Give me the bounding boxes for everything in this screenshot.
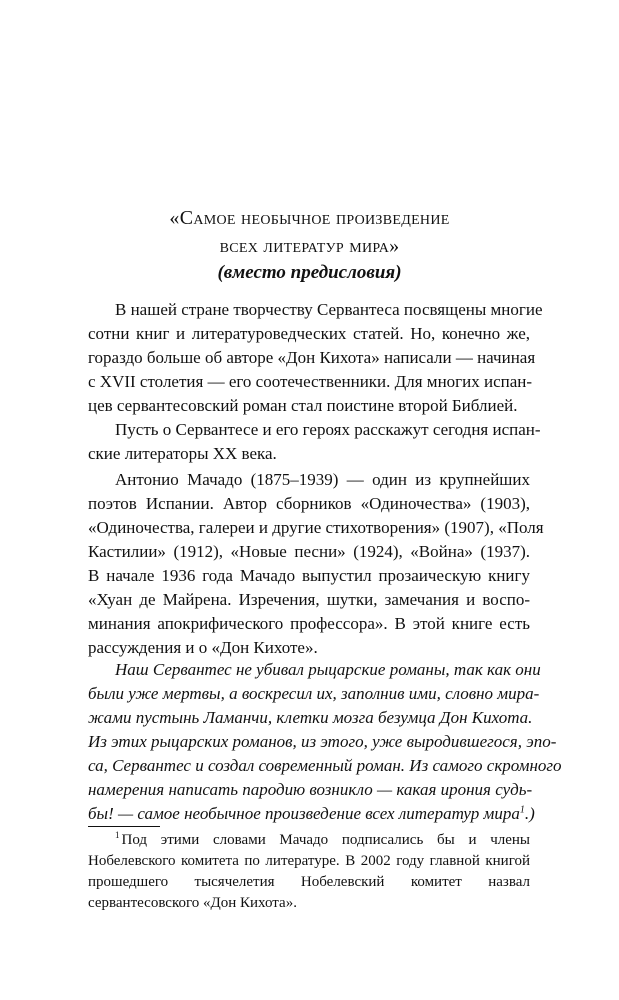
quote-paragraph [88, 658, 562, 826]
footnote-paragraph [88, 830, 530, 914]
quote-closing: .) [524, 804, 535, 823]
text-line: гораздо больше об авторе «Дон Кихота» написали — начиная [88, 348, 536, 367]
chapter-subtitle: (вместо предисловия) [217, 262, 402, 283]
quote-last-line-text: бы! — самое необычное произведение всех литератур мира [88, 804, 520, 823]
text-line: поэтов Испании. Автор сборников «Одиночества» (1903), [88, 494, 530, 513]
intro-paragraph-2 [88, 418, 541, 466]
footnote-reference[interactable]: 1 [519, 804, 525, 816]
text-line: са, Сервантес и создал современный роман. Из самого скромного [88, 756, 562, 775]
text-line: Кастилии» (1912), «Новые песни» (1924), «Война» (1937). [88, 542, 530, 561]
text-line: цев сервантесовский роман стал поистине второй Библией. [88, 396, 518, 415]
footnote [88, 830, 530, 914]
text-line: намерения написать пародию возникло — какая ирония судь- [88, 780, 533, 799]
footnote-text: Под этими словами Мачадо подписались бы и члены Нобелевского комитета по литературе. В 2002 году главной книгой прошедшего тысячелетия Нобелевский комитет назвал сервантесовского «Дон Кихота». [88, 832, 530, 911]
text-line: минания апокрифического профессора». В этой книге есть [88, 614, 530, 633]
text-line: рассуждения и о «Дон Кихоте». [88, 638, 318, 657]
machado-quote [88, 658, 562, 826]
text-line: Из этих рыцарских романов, из этого, уже выродившегося, эпо- [88, 732, 557, 751]
machado-section [88, 468, 544, 660]
text-line: с XVII столетия — его соотечественники. Для многих испан- [88, 372, 533, 391]
intro-section [88, 298, 543, 466]
text-line: Антонио Мачадо (1875–1939) — один из крупнейших [115, 470, 530, 489]
text-line [88, 802, 535, 826]
text-line: ские литераторы XX века. [88, 444, 277, 463]
chapter-title-line-1: «Самое необычное произведение [169, 207, 450, 229]
footnote-number: 1 [115, 830, 120, 840]
intro-paragraph-1 [88, 298, 543, 418]
text-line: жами пустынь Ламанчи, клетки мозга безумца Дон Кихота. [88, 708, 533, 727]
text-line: сотни книг и литературоведческих статей. Но, конечно же, [88, 324, 530, 343]
text-line: В начале 1936 года Мачадо выпустил прозаическую книгу [88, 566, 530, 585]
machado-paragraph [88, 468, 544, 660]
text-line: были уже мертвы, а воскресил их, заполнив ими, словно мира- [88, 684, 540, 703]
text-line: Наш Сервантес не убивал рыцарские романы, так как они [115, 660, 541, 679]
text-line: Пусть о Сервантесе и его героях расскажут сегодня испан- [115, 420, 541, 439]
text-line: В нашей стране творчеству Сервантеса посвящены многие [115, 300, 543, 319]
text-line: «Одиночества, галереи и другие стихотворения» (1907), «Поля [88, 518, 544, 537]
text-line: «Хуан де Майрена. Изречения, шутки, замечания и воспо- [88, 590, 530, 609]
chapter-title-line-2: всех литератур мира» [219, 235, 400, 257]
footnote-divider [88, 826, 160, 827]
